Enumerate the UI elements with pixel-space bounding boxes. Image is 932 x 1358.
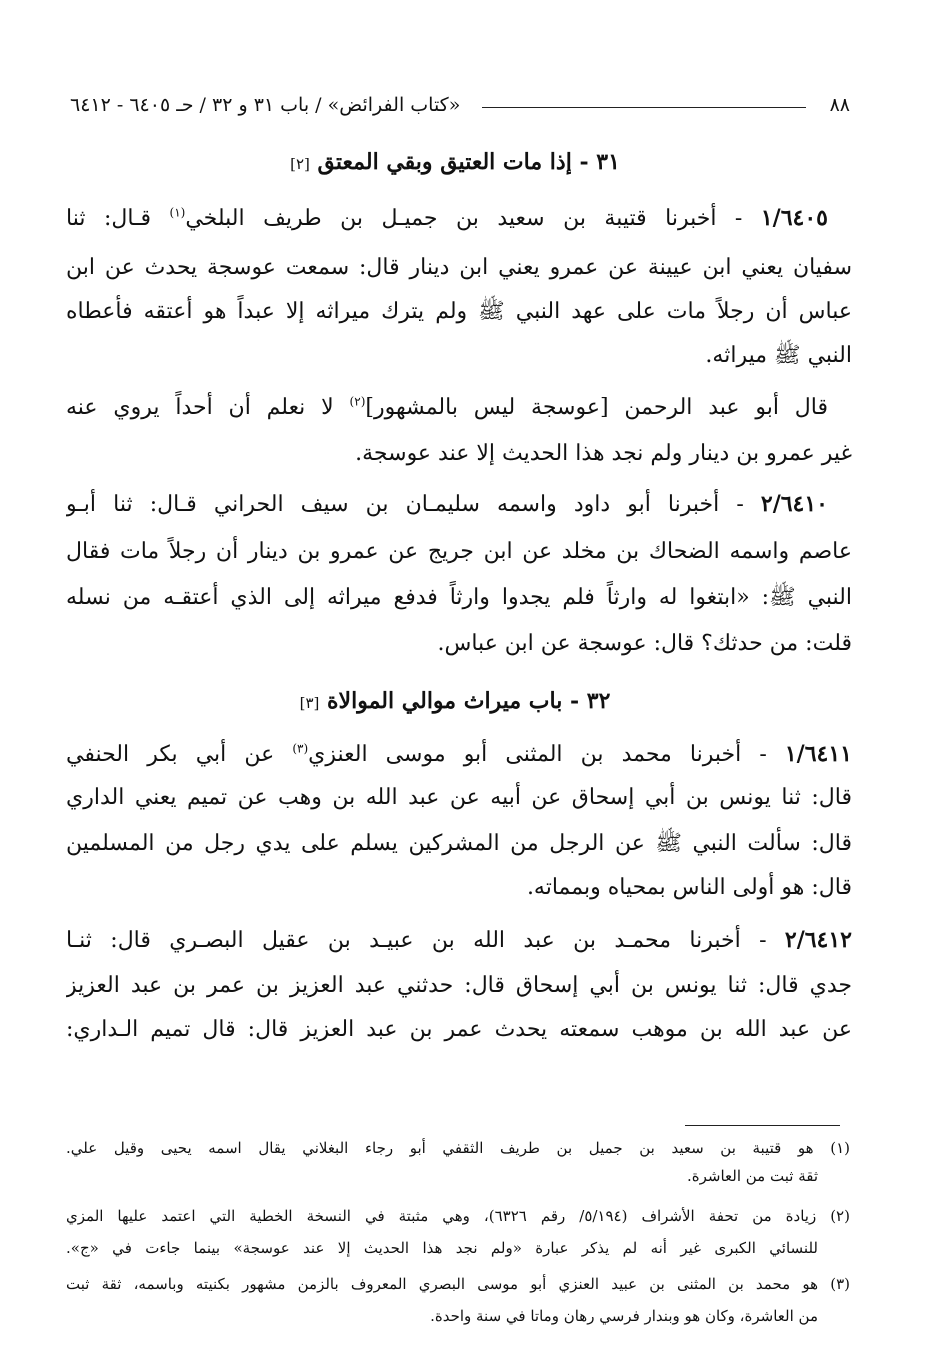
footnote-line: للنسائي الكبرى غير أنه لم يذكر عبارة «ولم نجد هذا الحديث إلا عند عوسجة» بينما جاءت في «ج». — [66, 1239, 818, 1257]
text-line: جدي قال: ثنا يونس بن أبي إسحاق قال: حدثني عبد العزيز بن عمر بن عبد العزيز — [66, 973, 852, 998]
footnote-ref: (٢) — [349, 394, 366, 409]
footnote-line: من العاشرة، وكان هو وبندار فرسي رهان وماتا في سنة واحدة. — [430, 1307, 818, 1325]
footnote: (٢) زيادة من تحفة الأشراف (٥/١٩٤/ رقم ٦٣٢٦)، وهي مثبتة في النسخة الخطية التي اعتمد عليها المزي — [66, 1207, 850, 1225]
text-line: عاصم واسمه الضحاك بن مخلد عن ابن جريج عن عمرو بن دينار أن رجلاً مات فقال — [66, 539, 852, 564]
text-line: ٢/٦٤١٢ - أخبرنا محمـد بن عبد الله بن عبيـد بن عقيل البصـري قال: ثنـا — [66, 927, 852, 953]
hadith-number: ٢/٦٤١٢ — [784, 927, 852, 953]
text-line: ٢/٦٤١٠ - أخبرنا أبو داود واسمه سليمـان بن سيف الحراني قـال: ثنا أبـو — [66, 491, 828, 517]
footnote: (٣) هو محمد بن المثنى بن عبيد العنزي أبو موسى البصري المعروف بالزمن مشهور بكنيته وباسمه، ثقة ثبت — [66, 1275, 850, 1293]
text-line: قال أبو عبد الرحمن [عوسجة ليس بالمشهور]$^{(٢)}$ لا نعلم أن أحداً يروي عنه — [66, 394, 828, 420]
footnote-marker: (٣) — [830, 1275, 850, 1293]
section-heading: ٣٢ - باب ميراث موالي الموالاة [٣] — [299, 688, 611, 714]
page-header — [70, 92, 850, 118]
heading-mark: [٣] — [299, 694, 320, 712]
hadith-number: ٢/٦٤١٠ — [760, 491, 828, 517]
text-line: عباس أن رجلاً مات على عهد النبي ﷺ ولم يترك ميراثه إلا عبداً هو أعتقه فأعطاه — [66, 299, 852, 324]
text-line: قال: سألت النبي ﷺ عن الرجل من المشركين يسلم على يدي رجل من المسلمين — [66, 831, 852, 856]
text-line: غير عمرو بن دينار ولم نجد هذا الحديث إلا عند عوسجة. — [355, 441, 852, 466]
footnote-line: ثقة ثبت من العاشرة. — [686, 1167, 818, 1185]
footnote-ref: (٣) — [292, 741, 309, 756]
text-line: قال: هو أولى الناس بمحياه وبمماته. — [526, 875, 852, 900]
running-title: «كتاب الفرائض» / باب ٣١ و ٣٢ / حـ ٦٤٠٥ - ٦٤١٢ — [70, 94, 461, 116]
heading-mark: [٢] — [290, 155, 310, 173]
hadith-number: ١/٦٤٠٥ — [760, 205, 828, 231]
text-line: قال: ثنا يونس بن أبي إسحاق عن أبيه عن عبد الله بن وهب عن تميم يعني الداري — [66, 785, 852, 810]
text-line: سفيان يعني ابن عيينة عن عمرو يعني ابن دينار قال: سمعت عوسجة يحدث عن ابن — [66, 255, 852, 280]
footnote-rule — [685, 1125, 840, 1126]
page-number: ٨٨ — [829, 94, 850, 116]
footnote-ref: (١) — [169, 205, 186, 220]
text-line: النبي ﷺ: «ابتغوا له وارثاً فلم يجدوا وارثاً فدفع ميراثه إلى الذي أعتقـه من نسله — [66, 585, 852, 610]
text-line: ١/٦٤١١ - أخبرنا محمد بن المثنى أبو موسى العنزي$^{(٣)}$ عن أبي بكر الحنفي — [66, 741, 852, 767]
section-heading: ٣١ - إذا مات العتيق وبقي المعتق [٢] — [290, 149, 620, 175]
footnote: (١) هو قتيبة بن سعيد بن جميل بن طريف الثقفي أبو رجاء البغلاني يقال اسمه يحيى وقيل علي. — [66, 1139, 850, 1157]
footnote-marker: (٢) — [830, 1207, 850, 1225]
footnote-marker: (١) — [830, 1139, 850, 1157]
hadith-number: ١/٦٤١١ — [784, 741, 852, 767]
text-line: النبي ﷺ ميراثه. — [705, 343, 852, 368]
text-line: عن عبد الله بن موهب سمعته يحدث عمر بن عبد العزيز قال: قال تميم الـداري: — [66, 1017, 852, 1042]
text-line: قلت: من حدثك؟ قال: عوسجة عن ابن عباس. — [437, 631, 852, 656]
text-line: ١/٦٤٠٥ - أخبرنا قتيبة بن سعيد بن جميـل بن طريف البلخي$^{(١)}$ قـال: ثنا — [66, 205, 828, 231]
header-rule — [482, 107, 806, 108]
